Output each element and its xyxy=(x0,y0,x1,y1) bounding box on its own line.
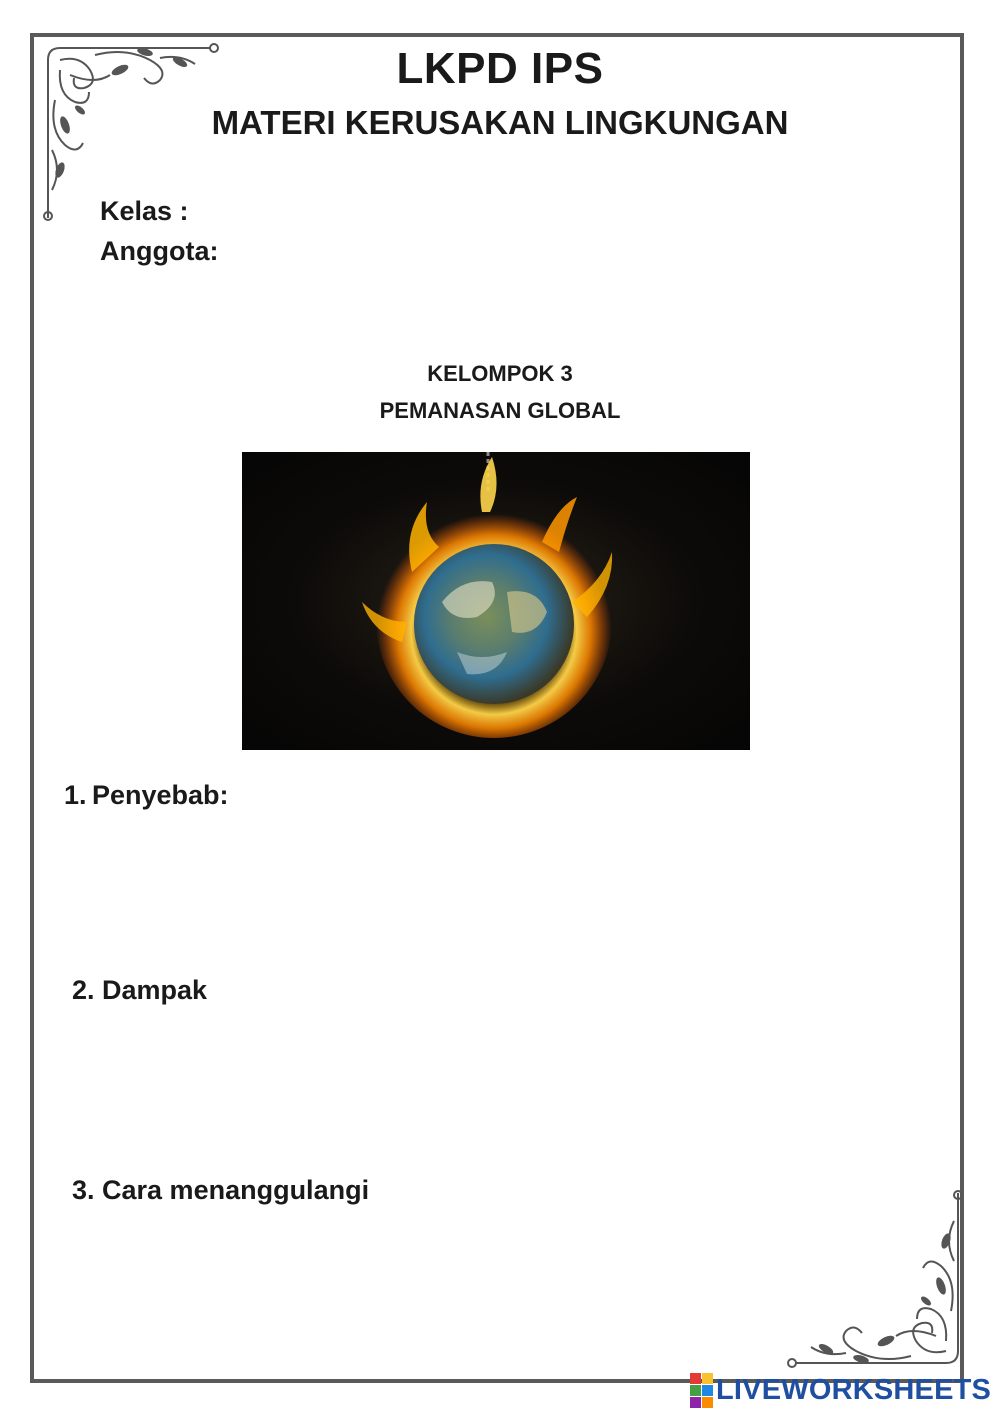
logo-text: LIVEWORKSHEETS xyxy=(716,1373,992,1406)
question-3: 3. Cara menanggulangi xyxy=(72,1175,370,1205)
question-1-number: 1. xyxy=(64,780,87,810)
kelas-label: Kelas : xyxy=(100,196,189,226)
question-1 xyxy=(64,780,229,811)
liveworksheets-logo xyxy=(690,1372,991,1408)
question-2: 2. Dampak xyxy=(72,975,208,1005)
group-topic: PEMANASAN GLOBAL xyxy=(379,398,621,423)
burning-earth-image xyxy=(242,452,750,750)
corner-ornament-icon xyxy=(776,1186,966,1371)
group-name: KELOMPOK 3 xyxy=(427,361,573,386)
page-subtitle: MATERI KERUSAKAN LINGKUNGAN xyxy=(211,104,789,141)
question-1-label: Penyebab: xyxy=(92,780,229,810)
page-title: LKPD IPS xyxy=(396,44,604,93)
anggota-label: Anggota: xyxy=(100,236,219,266)
logo-blocks-icon xyxy=(690,1373,713,1408)
